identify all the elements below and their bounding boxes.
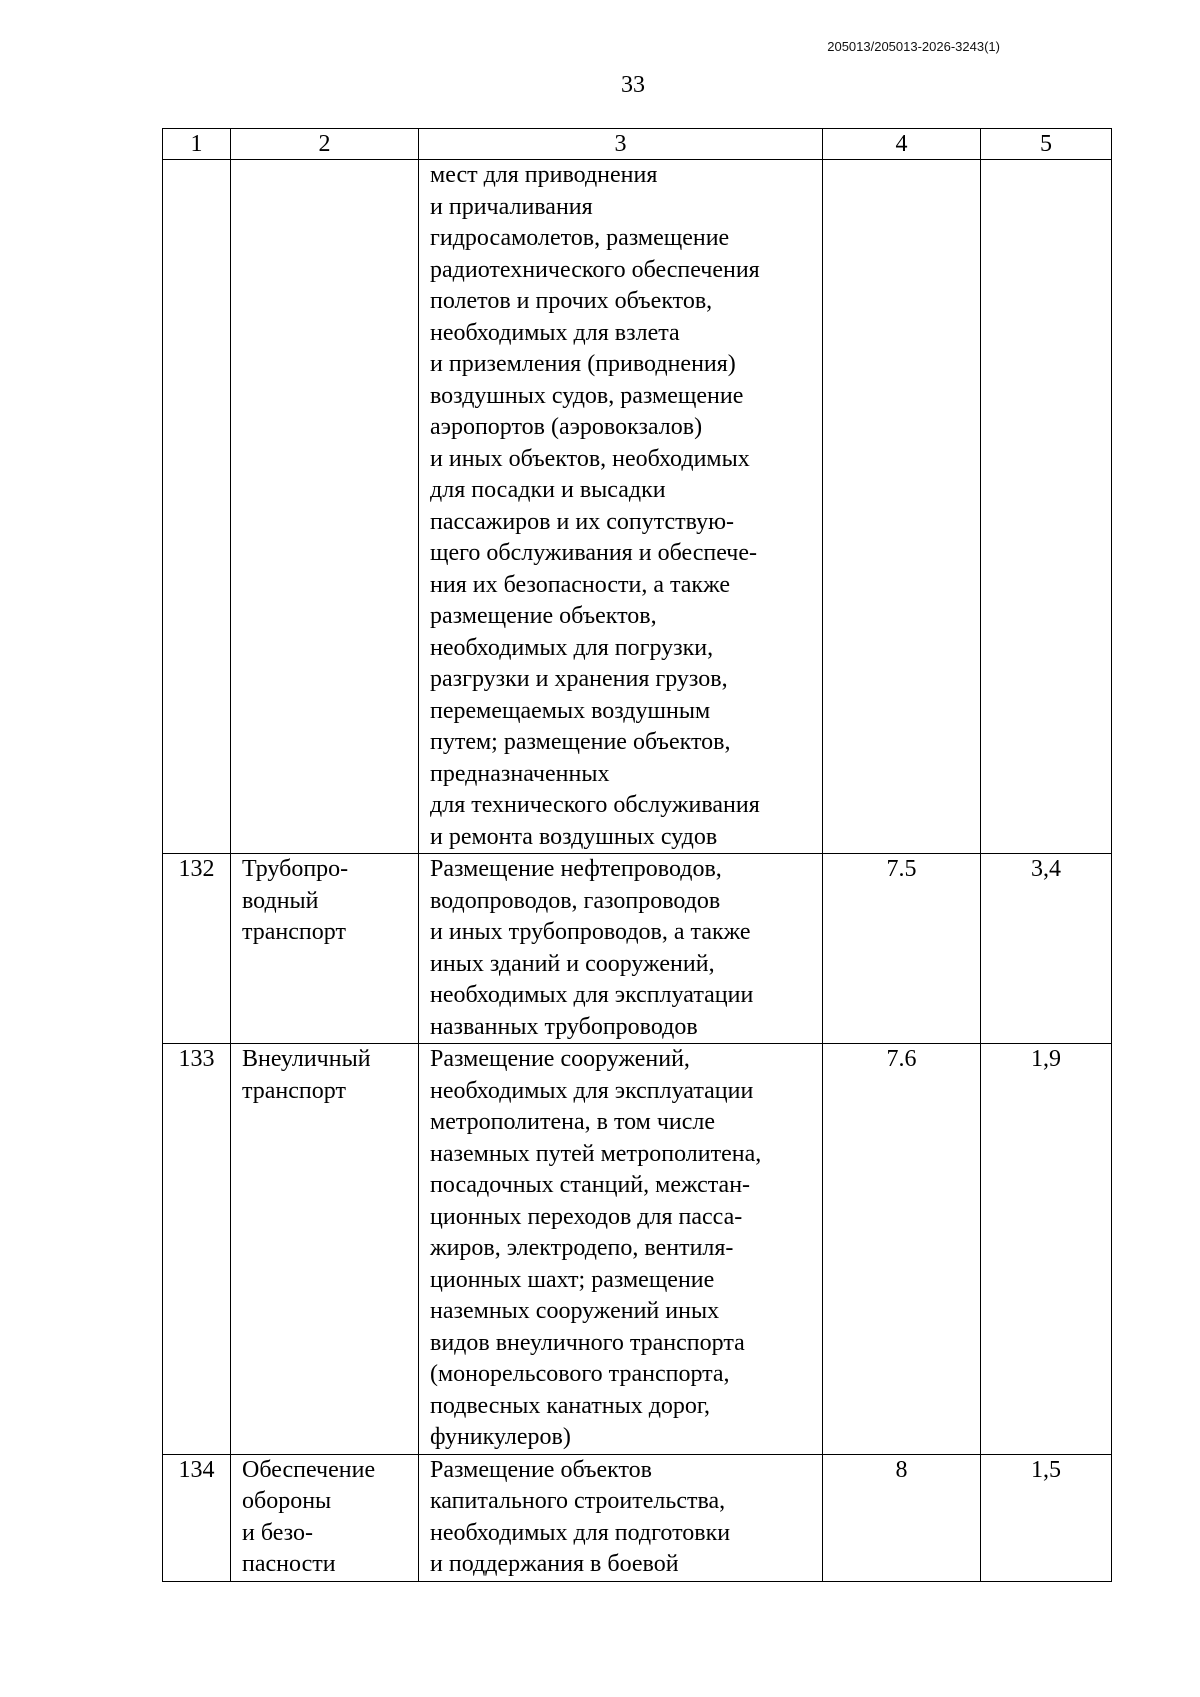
description-line: и поддержания в боевой [430, 1551, 679, 1577]
description-line: ционных переходов для пасса- [430, 1203, 743, 1230]
use-type-name [231, 854, 419, 1044]
description-line: полетов и прочих объектов, [430, 288, 713, 314]
name-line: водный [242, 887, 319, 914]
description-line: необходимых для эксплуатации [430, 982, 754, 1008]
description-line: для посадки и высадки [430, 477, 666, 503]
table-row [163, 160, 1112, 854]
description-line: щего обслуживания и обеспече- [430, 540, 757, 566]
table-row [163, 1454, 1112, 1581]
description-line: жиров, электродепо, вентиля- [430, 1235, 734, 1261]
description-line: видов внеуличного транспорта [430, 1329, 745, 1356]
use-type-name [231, 160, 419, 854]
description-line: водопроводов, газопроводов [430, 887, 721, 914]
description-line: и иных трубопроводов, а также [430, 919, 751, 945]
description-line: перемещаемых воздушным [430, 697, 711, 724]
description-line: ния их безопасности, а также [430, 571, 730, 598]
column-header: 3 [419, 129, 823, 160]
description-line: пассажиров и их сопутствую- [430, 508, 735, 535]
use-description [419, 1044, 823, 1455]
description-line: аэропортов (аэровокзалов) [430, 414, 703, 440]
description-line: необходимых для подготовки [430, 1519, 731, 1546]
description-line: необходимых для эксплуатации [430, 1077, 754, 1104]
classifier-code: 7.5 [823, 854, 981, 1044]
description-line: капитального строительства, [430, 1488, 726, 1514]
description-line: фуникулеров) [430, 1424, 571, 1450]
land-use-table [162, 128, 1112, 1582]
description-line: посадочных станций, межстан- [430, 1172, 751, 1198]
description-line: Размещение объектов [430, 1456, 652, 1483]
description-line: для технического обслуживания [430, 792, 760, 818]
use-type-name [231, 1044, 419, 1455]
name-line: Внеуличный [242, 1046, 371, 1072]
row-number: 132 [163, 854, 231, 1044]
name-line: и безо- [242, 1519, 314, 1546]
description-line: названных трубопроводов [430, 1013, 698, 1040]
name-line: Обеспечение [242, 1456, 376, 1483]
name-line: транспорт [242, 919, 346, 945]
table-row [163, 1044, 1112, 1455]
description-line: и причаливания [430, 193, 593, 220]
table-header-row [163, 129, 1112, 160]
page-number: 33 [621, 72, 645, 98]
classifier-code [823, 160, 981, 854]
use-description [419, 160, 823, 854]
use-description [419, 854, 823, 1044]
name-line: пасности [242, 1551, 336, 1577]
description-line: радиотехнического обеспечения [430, 256, 760, 283]
name-line: обороны [242, 1488, 332, 1514]
name-line: транспорт [242, 1077, 346, 1104]
description-line: необходимых для взлета [430, 319, 680, 346]
description-line: метрополитена, в том числе [430, 1109, 716, 1135]
description-line: Размещение нефтепроводов, [430, 856, 722, 882]
use-type-name [231, 1454, 419, 1581]
classifier-code: 8 [823, 1454, 981, 1581]
description-line: (монорельсового транспорта, [430, 1361, 730, 1387]
row-number [163, 160, 231, 854]
description-line: ционных шахт; размещение [430, 1266, 715, 1293]
name-line: Трубопро- [242, 856, 349, 882]
use-description [419, 1454, 823, 1581]
description-line: разгрузки и хранения грузов, [430, 666, 728, 692]
description-line: необходимых для погрузки, [430, 634, 714, 661]
description-line: и приземления (приводнения) [430, 351, 736, 377]
column-header: 4 [823, 129, 981, 160]
description-line: и иных объектов, необходимых [430, 445, 750, 472]
column-header: 1 [163, 129, 231, 160]
description-line: Размещение сооружений, [430, 1046, 690, 1072]
indicator-value: 1,9 [981, 1044, 1112, 1455]
table-row [163, 854, 1112, 1044]
document-id: 205013/205013-2026-3243(1) [827, 39, 1000, 54]
description-line: гидросамолетов, размещение [430, 225, 730, 251]
description-line: предназначенных [430, 760, 610, 787]
classifier-code: 7.6 [823, 1044, 981, 1455]
indicator-value: 1,5 [981, 1454, 1112, 1581]
column-header: 5 [981, 129, 1112, 160]
description-line: наземных путей метрополитена, [430, 1140, 762, 1167]
description-line: мест для приводнения [430, 162, 658, 188]
description-line: воздушных судов, размещение [430, 382, 744, 409]
column-header: 2 [231, 129, 419, 160]
indicator-value [981, 160, 1112, 854]
description-line: и ремонта воздушных судов [430, 823, 718, 850]
description-line: наземных сооружений иных [430, 1298, 720, 1324]
row-number: 134 [163, 1454, 231, 1581]
description-line: путем; размещение объектов, [430, 729, 731, 755]
description-line: подвесных канатных дорог, [430, 1392, 711, 1419]
indicator-value: 3,4 [981, 854, 1112, 1044]
description-line: размещение объектов, [430, 603, 657, 629]
row-number: 133 [163, 1044, 231, 1455]
description-line: иных зданий и сооружений, [430, 950, 715, 977]
